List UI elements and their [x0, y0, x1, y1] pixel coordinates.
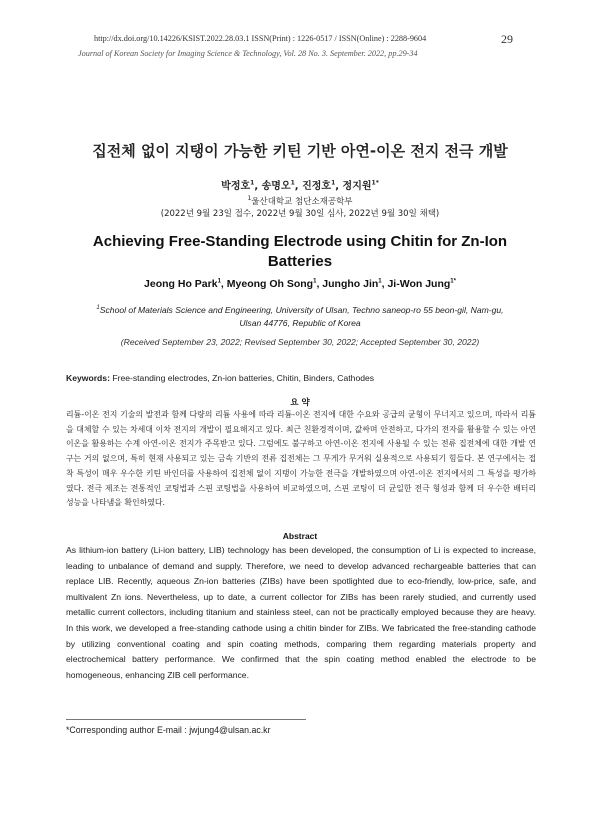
author-affiliation-mark: 1*	[371, 179, 379, 187]
affiliation-text: School of Materials Science and Engineering, University of Ulsan, Techno saneop-ro 55 beon-gil, Nam-gu, Ulsan 44776, Republic of Korea	[99, 304, 504, 328]
affiliation-mark: 1	[247, 195, 252, 203]
english-dates: (Received September 23, 2022; Revised September 30, 2022; Accepted September 30, 2022)	[120, 337, 480, 347]
keywords-label: Keywords:	[66, 373, 110, 383]
author-affiliation-mark: 1*	[450, 278, 456, 285]
author-name: 송명오	[261, 181, 291, 192]
author-name: 정지원	[342, 181, 372, 192]
author-affiliation-mark: 1	[217, 278, 221, 285]
author-affiliation-mark: 1	[378, 278, 382, 285]
author-name: Myeong Oh Song	[226, 278, 314, 290]
page-number: 29	[501, 32, 513, 46]
affiliation-text: 울산대학교 첨단소재공학부	[251, 197, 353, 207]
keywords-text: Free-standing electrodes, Zn-ion batteries, Chitin, Binders, Cathodes	[112, 373, 375, 383]
author-affiliation-mark: 1	[250, 179, 255, 187]
korean-affiliation	[0, 195, 600, 207]
corresponding-author-footnote: *Corresponding author E-mail : jwjung4@ulsan.ac.kr	[66, 725, 271, 735]
doi-issn-line: http://dx.doi.org/10.14226/KSIST.2022.28.03.1 ISSN(Print) : 1226-0517 / ISSN(Online) : 2288-9604	[94, 34, 427, 43]
footnote-divider	[66, 719, 306, 720]
author-affiliation-mark: 1	[290, 179, 295, 187]
author-affiliation-mark: 1	[331, 179, 336, 187]
author-name: 진정호	[302, 181, 332, 192]
english-title: Achieving Free-Standing Electrode using Chitin for Zn-Ion Batteries	[92, 233, 508, 270]
journal-citation: Journal of Korean Society for Imaging Science & Technology, Vol. 28 No. 3. September. 2022, pp.29-34	[78, 49, 418, 58]
author-affiliation-mark: 1	[313, 278, 317, 285]
english-authors: Jeong Ho Park$^1$, Myeong Oh Song$^1$, Jungho Jin$^1$, Ji-Won Jung$^{1*}$	[144, 278, 456, 290]
author-name: Ji-Won Jung	[387, 278, 451, 290]
affiliation-mark: 1	[96, 305, 100, 311]
keywords	[66, 373, 536, 383]
author-name: 박정호	[221, 181, 251, 192]
korean-authors: 박정호$^1$, 송명오$^1$, 진정호$^1$, 정지원$^{1*}$	[221, 179, 379, 192]
english-affiliation	[90, 302, 510, 330]
korean-abstract-heading: 요 약	[290, 398, 310, 408]
abstract-body: As lithium-ion battery (Li-ion battery, LIB) technology has been developed, the consumption of Li is expected to increase, leading to unbalance of demand and supply. Therefore, we need to develop advanced rechargeable batteries that can replace LIB. Recently, aqueous Zn-ion batteries (ZIBs) have been spotlighted due to eco-friendly, low-price, safe, and multivalent Zn ions. Nevertheless, up to date, a current collector for ZIBs has been rarely studied, and currently used metallic current collectors, including titanium and stainless steel, can not be practically employed because they are heavy. In this work, we developed a free-standing cathode using a chitin binder for ZIBs. We fabricated the free-standing cathode by utilizing conventional coating and spin coating methods, comparing them regarding materials property and electrochemical battery performance. We confirmed that the spin coating method enabled the electrode to be homogeneous, enhancing ZIB cell performance.	[66, 545, 536, 680]
abstract-heading: Abstract	[282, 531, 318, 541]
korean-dates: (2022년 9월 23일 접수, 2022년 9월 30일 심사, 2022년 9월 30일 채택)	[160, 209, 440, 219]
author-name: Jeong Ho Park	[144, 278, 218, 290]
korean-abstract-body: 리튬-이온 전지 기술의 발전과 함께 다량의 리튬 사용에 따라 리튬-이온 전지에 대한 수요와 공급의 균형이 무너지고 있으며, 따라서 리튬을 대체할 수 있는 차세대 이차 전지의 개발이 필요해지고 있다. 최근 친환경적이며, 값싸며 안전하고, 다가의 전자를 활용할 수 있는 아연 이온을 활용하는 수계 아연-이온 전지가 주목받고 있다. 그럼에도 불구하고 아연-이온 전지에 사용될 수 있는 전류 집전체에 대한 개발 연구는 거의 없으며, 특히 현재 사용되고 있는 금속 기반의 전류 집전체는 그 무게가 무거워 실용적으로 사용되기 힘들다. 본 연구에서는 접착 특성이 매우 우수한 키틴 바인더를 사용하여 집전체 없이 지탱이 가능한 전극을 개발하였으며 아연-이온 전지에서의 그 특성을 평가하였다. 전극 제조는 전통적인 코팅법과 스핀 코팅법을 사용하여 비교하였으며, 스핀 코팅이 더 균일한 전극 형성과 함께 더 우수한 배터리 성능을 나타냄을 확인하였다.	[66, 410, 536, 508]
author-name: Jungho Jin	[322, 278, 379, 290]
korean-title: 집전체 없이 지탱이 가능한 키틴 기반 아연-이온 전지 전극 개발	[92, 142, 508, 160]
